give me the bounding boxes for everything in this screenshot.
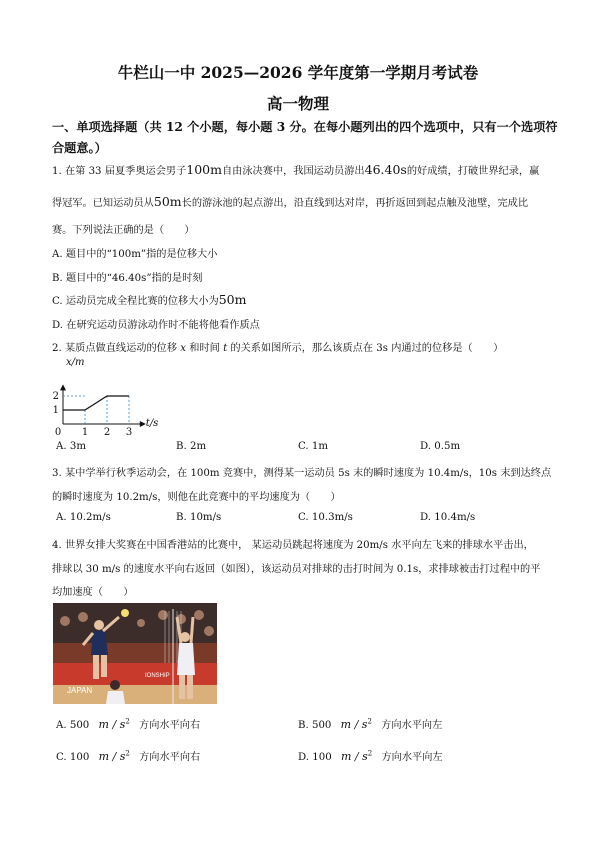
q4-line3: 均加速度（ ）: [52, 587, 134, 598]
q3-option-c: C. 10.3m/s: [298, 512, 353, 523]
q4-option-d: D. 100 m / $s^2$ 方向水平向左: [298, 749, 443, 763]
y-tick-label-2: 2: [52, 391, 59, 402]
x-tick-label-3: 3: [125, 427, 133, 435]
volleyball-photo: [53, 603, 217, 704]
displacement-time-graph: [52, 355, 162, 435]
q1-option-b: B. 题目中的“46.40s”指的是时刻: [52, 273, 203, 284]
q4-option-c: C. 100 m / $s^2$ 方向水平向右: [56, 749, 201, 763]
q1-line3: 赛。下列说法正确的是（ ）: [52, 225, 195, 236]
q3-line1: 3. 某中学举行秋季运动会，在 100m 竞赛中，测得某一运动员 5s 末的瞬时速度为 10.4m/s，10s 末到达终点: [52, 468, 552, 479]
q1-option-d: D. 在研究运动员游泳动作时不能将他看作质点: [52, 320, 260, 331]
q4-line1: 4. 世界女排大奖赛在中国香港站的比赛中， 某运动员跳起将速度为 20m/s 水平向左飞来的排球水平击出，: [52, 540, 534, 551]
q3-option-a: A. 10.2m/s: [56, 512, 111, 523]
q3-line2: 的瞬时速度为 10.2m/s，则他在此竞赛中的平均速度为（ ）: [52, 492, 341, 503]
q2-stem: 2. 某质点做直线运动的位移 x 和时间 t 的关系如图所示，那么该质点在 3s 内通过的位移是（ ）: [52, 343, 504, 354]
x-tick-label-2: 2: [103, 427, 111, 435]
y-axis-label: x/m: [66, 357, 85, 368]
q3-option-d: D. 10.4m/s: [420, 512, 476, 523]
x-axis-label: t/s: [145, 418, 159, 429]
series-line: [63, 396, 129, 410]
q4-option-a: A. 500 m / $s^2$ 方向水平向右: [56, 717, 201, 731]
q1-line1: 1. 在第 33 届夏季奥运会男子100m自由泳决赛中，我国运动员游出46.40s的好成绩，打破世界纪录，赢: [52, 162, 540, 177]
q3-option-b: B. 10m/s: [176, 512, 222, 523]
q2-option-b: B. 2m: [176, 441, 207, 452]
q1-option-a: A. 题目中的“100m”指的是位移大小: [52, 249, 218, 260]
x-tick-label-0: 0: [54, 427, 62, 435]
q1-option-c: C. 运动员完成全程比赛的位移大小为50m: [52, 292, 247, 307]
q4-option-b: B. 500 m / $s^2$ 方向水平向左: [298, 717, 443, 731]
q2-option-c: C. 1m: [298, 441, 329, 452]
exam-title: 牛栏山一中 2025—2026 学年度第一学期月考试卷: [117, 63, 479, 82]
q2-option-d: D. 0.5m: [420, 441, 461, 452]
x-tick-label-1: 1: [81, 427, 89, 435]
section-heading-line1: 一、单项选择题（共 12 个小题，每小题 3 分。在每小题列出的四个选项中，只有一个选项符: [52, 120, 558, 134]
svg-text:IONSHIP: IONSHIP: [145, 673, 170, 679]
exam-subject: 高一物理: [266, 94, 329, 113]
section-heading-line2: 合题意。）: [52, 141, 107, 155]
q1-line2: 得冠军。已知运动员从50m长的游泳池的起点游出，沿直线到达对岸，再折返回到起点触及池壁，完成比: [52, 194, 529, 209]
q4-line2: 排球以 30 m/s 的速度水平向右返回（如图），该运动员对排球的击打时间为 0.1s，求排球被击打过程中的平: [52, 564, 541, 575]
y-axis-arrow: [60, 384, 66, 390]
y-tick-label-1: 1: [52, 405, 59, 416]
svg-text:JAPAN: JAPAN: [67, 686, 93, 695]
q2-option-a: A. 3m: [56, 441, 86, 452]
